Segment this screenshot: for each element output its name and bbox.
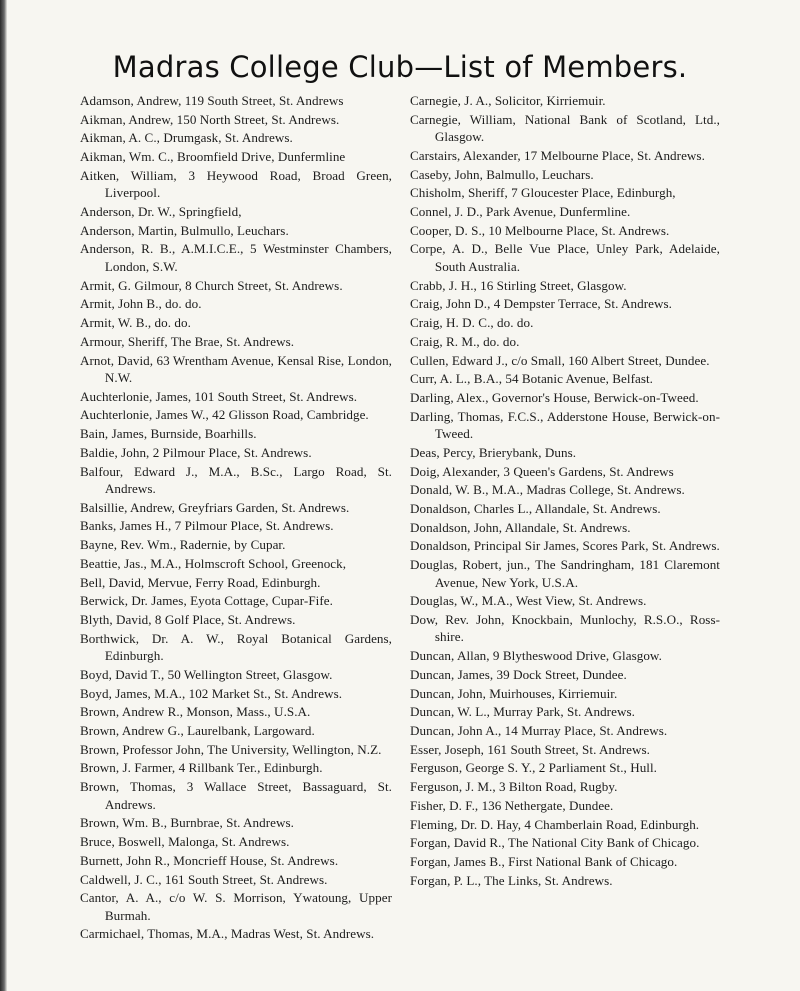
- member-entry: Douglas, W., M.A., West View, St. Andrews.: [410, 593, 647, 609]
- member-entry: Curr, A. L., B.A., 54 Botanic Avenue, Belfast.: [410, 371, 654, 387]
- member-entry: Armour, Sheriff, The Brae, St. Andrews.: [80, 333, 295, 349]
- member-entry: Baldie, John, 2 Pilmour Place, St. Andrews.: [80, 444, 312, 460]
- page-title: Madras College Club—List of Members.: [112, 50, 688, 84]
- member-entry: Caseby, John, Balmullo, Leuchars.: [410, 166, 594, 182]
- member-entry: Forgan, David R., The National City Bank of Chicago.: [410, 835, 700, 851]
- member-entry: Duncan, W. L., Murray Park, St. Andrews.: [410, 704, 635, 720]
- member-entry: Crabb, J. H., 16 Stirling Street, Glasgow.: [410, 277, 627, 293]
- member-entry: Carnegie, William, National Bank of Scotland, Ltd., Glasgow.: [410, 111, 720, 145]
- member-entry: Forgan, P. L., The Links, St. Andrews.: [410, 872, 613, 888]
- member-entry: Boyd, James, M.A., 102 Market St., St. Andrews.: [80, 685, 343, 701]
- member-entry: Corpe, A. D., Belle Vue Place, Unley Park, Adelaide, South Australia.: [410, 241, 720, 274]
- member-entry: Doig, Alexander, 3 Queen's Gardens, St. Andrews: [410, 463, 674, 479]
- member-entry: Duncan, James, 39 Dock Street, Dundee.: [410, 666, 627, 682]
- member-entry: Caldwell, J. C., 161 South Street, St. Andrews.: [80, 871, 328, 887]
- member-entry: Douglas, Robert, jun., The Sandringham, 181 Claremont Avenue, New York, U.S.A.: [410, 557, 720, 590]
- member-entry: Duncan, Allan, 9 Blytheswood Drive, Glasgow.: [410, 648, 662, 664]
- member-entry: Donaldson, Charles L., Allandale, St. Andrews.: [410, 500, 661, 516]
- member-entry: Aikman, Wm. C., Broomfield Drive, Dunfermline: [80, 149, 346, 165]
- member-entry: Brown, J. Farmer, 4 Rillbank Ter., Edinburgh.: [80, 760, 323, 776]
- member-entry: Arnot, David, 63 Wrentham Avenue, Kensal Rise, London, N.W.: [80, 352, 392, 385]
- member-entry: Darling, Alex., Governor's House, Berwick-on-Tweed.: [410, 389, 699, 405]
- page-edge-shadow: [0, 0, 7, 991]
- member-entry: Brown, Professor John, The University, Wellington, N.Z.: [80, 741, 382, 757]
- member-entry: Ferguson, George S. Y., 2 Parliament St., Hull.: [410, 760, 658, 776]
- member-entry: Chisholm, Sheriff, 7 Gloucester Place, Edinburgh,: [410, 185, 676, 201]
- member-entry: Ferguson, J. M., 3 Bilton Road, Rugby.: [410, 779, 618, 795]
- member-entry: Cooper, D. S., 10 Melbourne Place, St. Andrews.: [410, 222, 670, 238]
- member-entry: Anderson, Dr. W., Springfield,: [80, 204, 242, 220]
- member-entry: Carnegie, J. A., Solicitor, Kirriemuir.: [410, 93, 606, 108]
- member-entry: Brown, Wm. B., Burnbrae, St. Andrews.: [80, 815, 295, 831]
- member-entry: Craig, John D., 4 Dempster Terrace, St. Andrews.: [410, 296, 672, 312]
- member-entry: Aikman, A. C., Drumgask, St. Andrews.: [80, 130, 293, 146]
- member-entry: Berwick, Dr. James, Eyota Cottage, Cupar-Fife.: [80, 593, 333, 609]
- member-entry: Adamson, Andrew, 119 South Street, St. Andrews: [80, 93, 344, 108]
- member-entry: Balfour, Edward J., M.A., B.Sc., Largo Road, St. Andrews.: [80, 463, 392, 496]
- member-entry: Brown, Andrew R., Monson, Mass., U.S.A.: [80, 704, 311, 720]
- member-entry: Darling, Thomas, F.C.S., Adderstone House, Berwick-on-Tweed.: [410, 408, 720, 442]
- member-entry: Cullen, Edward J., c/o Small, 160 Albert Street, Dundee.: [410, 352, 710, 368]
- member-entry: Duncan, John, Muirhouses, Kirriemuir.: [410, 685, 618, 701]
- member-entry: Boyd, David T., 50 Wellington Street, Glasgow.: [80, 666, 333, 682]
- member-entry: Armit, John B., do. do.: [80, 296, 202, 312]
- member-entry: Donaldson, Principal Sir James, Scores Park, St. Andrews.: [410, 538, 720, 554]
- member-entry: Bruce, Boswell, Malonga, St. Andrews.: [80, 834, 290, 850]
- member-entry: Auchterlonie, James, 101 South Street, St. Andrews.: [80, 388, 358, 404]
- member-entry: Brown, Andrew G., Laurelbank, Largoward.: [80, 723, 315, 739]
- members-list-left-column: [80, 92, 392, 944]
- members-list-right-column: [410, 92, 720, 891]
- member-entry: Aitken, William, 3 Heywood Road, Broad Green, Liverpool.: [80, 167, 392, 201]
- member-entry: Bell, David, Mervue, Ferry Road, Edinburgh.: [80, 574, 321, 590]
- member-entry: Blyth, David, 8 Golf Place, St. Andrews.: [80, 612, 296, 627]
- member-entry: Armit, W. B., do. do.: [80, 315, 191, 331]
- member-entry: Burnett, John R., Moncrieff House, St. Andrews.: [80, 852, 339, 868]
- member-entry: Dow, Rev. John, Knockbain, Munlochy, R.S.O., Ross-shire.: [410, 612, 720, 645]
- member-entry: Donald, W. B., M.A., Madras College, St. Andrews.: [410, 482, 685, 498]
- member-entry: Beattie, Jas., M.A., Holmscroft School, Greenock,: [80, 555, 347, 571]
- member-entry: Brown, Thomas, 3 Wallace Street, Bassaguard, St. Andrews.: [80, 779, 392, 812]
- member-entry: Esser, Joseph, 161 South Street, St. Andrews.: [410, 741, 650, 757]
- member-entry: Carmichael, Thomas, M.A., Madras West, St. Andrews.: [80, 926, 375, 942]
- member-entry: Borthwick, Dr. A. W., Royal Botanical Gardens, Edinburgh.: [80, 630, 392, 664]
- member-entry: Forgan, James B., First National Bank of Chicago.: [410, 854, 678, 870]
- member-entry: Duncan, John A., 14 Murray Place, St. Andrews.: [410, 723, 668, 739]
- member-entry: Cantor, A. A., c/o W. S. Morrison, Ywatoung, Upper Burmah.: [80, 890, 392, 923]
- member-entry: Fisher, D. F., 136 Nethergate, Dundee.: [410, 797, 614, 813]
- member-entry: Deas, Percy, Brierybank, Duns.: [410, 444, 577, 460]
- member-entry: Bayne, Rev. Wm., Radernie, by Cupar.: [80, 537, 286, 553]
- member-entry: Anderson, R. B., A.M.I.C.E., 5 Westminster Chambers, London, S.W.: [80, 241, 392, 274]
- member-entry: Fleming, Dr. D. Hay, 4 Chamberlain Road, Edinburgh.: [410, 816, 700, 832]
- member-entry: Donaldson, John, Allandale, St. Andrews.: [410, 519, 631, 535]
- member-entry: Bain, James, Burnside, Boarhills.: [80, 426, 257, 442]
- member-entry: Carstairs, Alexander, 17 Melbourne Place, St. Andrews.: [410, 147, 705, 163]
- member-entry: Balsillie, Andrew, Greyfriars Garden, St. Andrews.: [80, 499, 350, 515]
- member-entry: Craig, R. M., do. do.: [410, 333, 520, 349]
- member-entry: Banks, James H., 7 Pilmour Place, St. Andrews.: [80, 518, 334, 534]
- member-entry: Anderson, Martin, Bulmullo, Leuchars.: [80, 222, 289, 238]
- member-entry: Aikman, Andrew, 150 North Street, St. Andrews.: [80, 111, 340, 127]
- member-entry: Auchterlonie, James W., 42 Glisson Road, Cambridge.: [80, 407, 369, 423]
- member-entry: Connel, J. D., Park Avenue, Dunfermline.: [410, 204, 631, 220]
- member-entry: Armit, G. Gilmour, 8 Church Street, St. Andrews.: [80, 277, 343, 293]
- member-entry: Craig, H. D. C., do. do.: [410, 315, 534, 331]
